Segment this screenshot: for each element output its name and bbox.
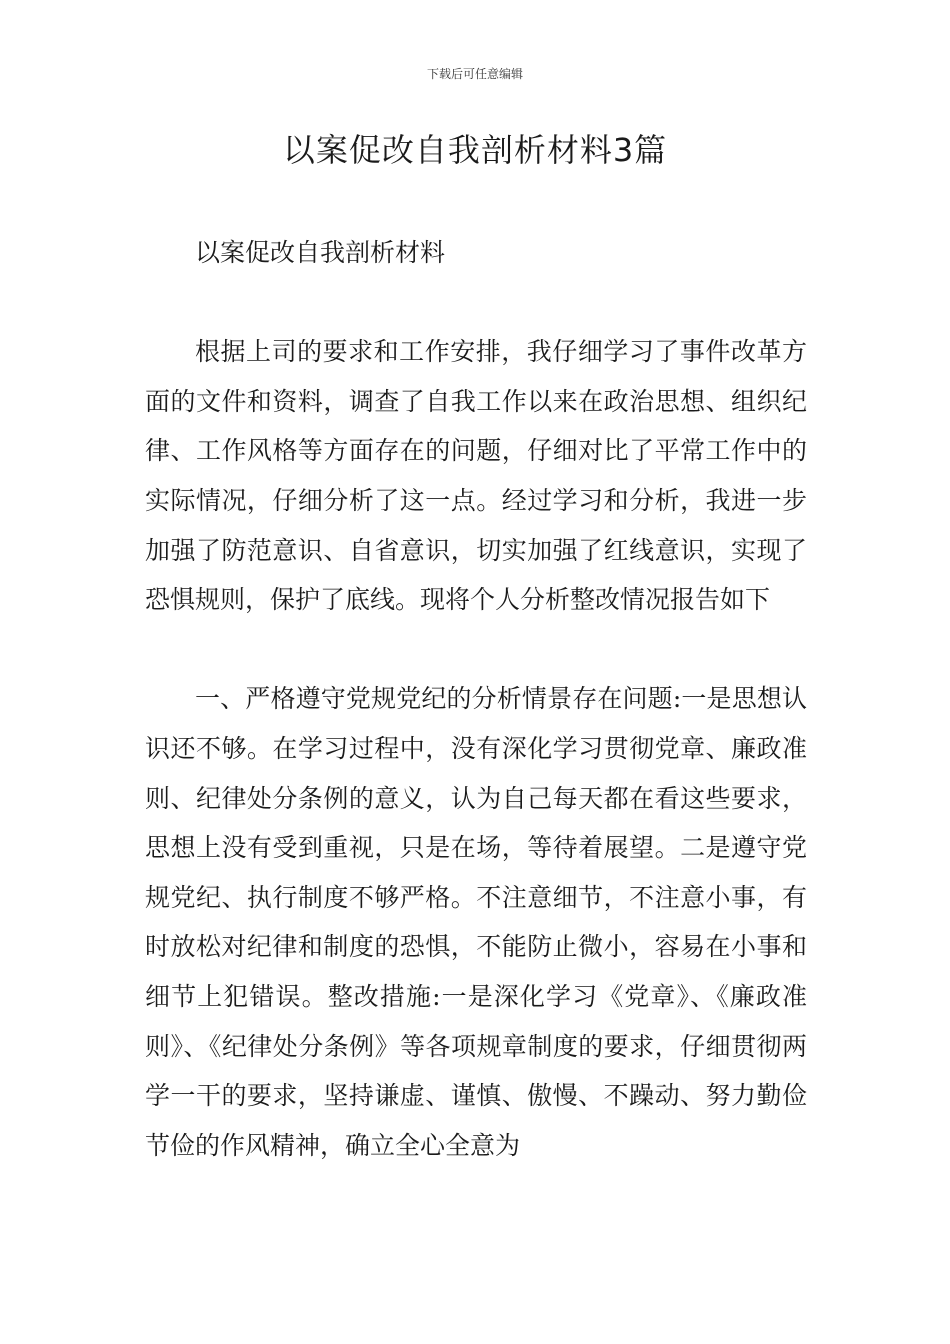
document-title: 以案促改自我剖析材料3篇 — [282, 131, 668, 169]
header-note: 下载后可任意编辑 — [426, 67, 523, 81]
document-body — [145, 228, 807, 1170]
paragraph-intro: 根据上司的要求和工作安排，我仔细学习了事件改革方面的文件和资料，调查了自我工作以来在政治思想、组织纪律、工作风格等方面存在的问题，仔细对比了平常工作中的实际情况，仔细分析了这一点。经过学习和分析，我进一步加强了防范意识、自省意识，切实加强了红线意识，实现了恐惧规则，保护了底线。现将个人分析整改情况报告如下 — [145, 337, 807, 615]
paragraph-section-one: 一、严格遵守党规党纪的分析情景存在问题:一是思想认识还不够。在学习过程中，没有深化学习贯彻党章、廉政准则、纪律处分条例的意义，认为自己每天都在看这些要求，思想上没有受到重视，只是在场，等待着展望。二是遵守党规党纪、执行制度不够严格。不注意细节，不注意小事，有时放松对纪律和制度的恐惧，不能防止微小，容易在小事和细节上犯错误。整改措施:一是深化学习《党章》、《廉政准则》、《纪律处分条例》等各项规章制度的要求，仔细贯彻两学一干的要求，坚持谦虚、谨慎、傲慢、不躁动、努力勤俭节俭的作风精神，确立全心全意为 — [145, 684, 807, 1160]
document-subtitle: 以案促改自我剖析材料 — [195, 238, 446, 267]
